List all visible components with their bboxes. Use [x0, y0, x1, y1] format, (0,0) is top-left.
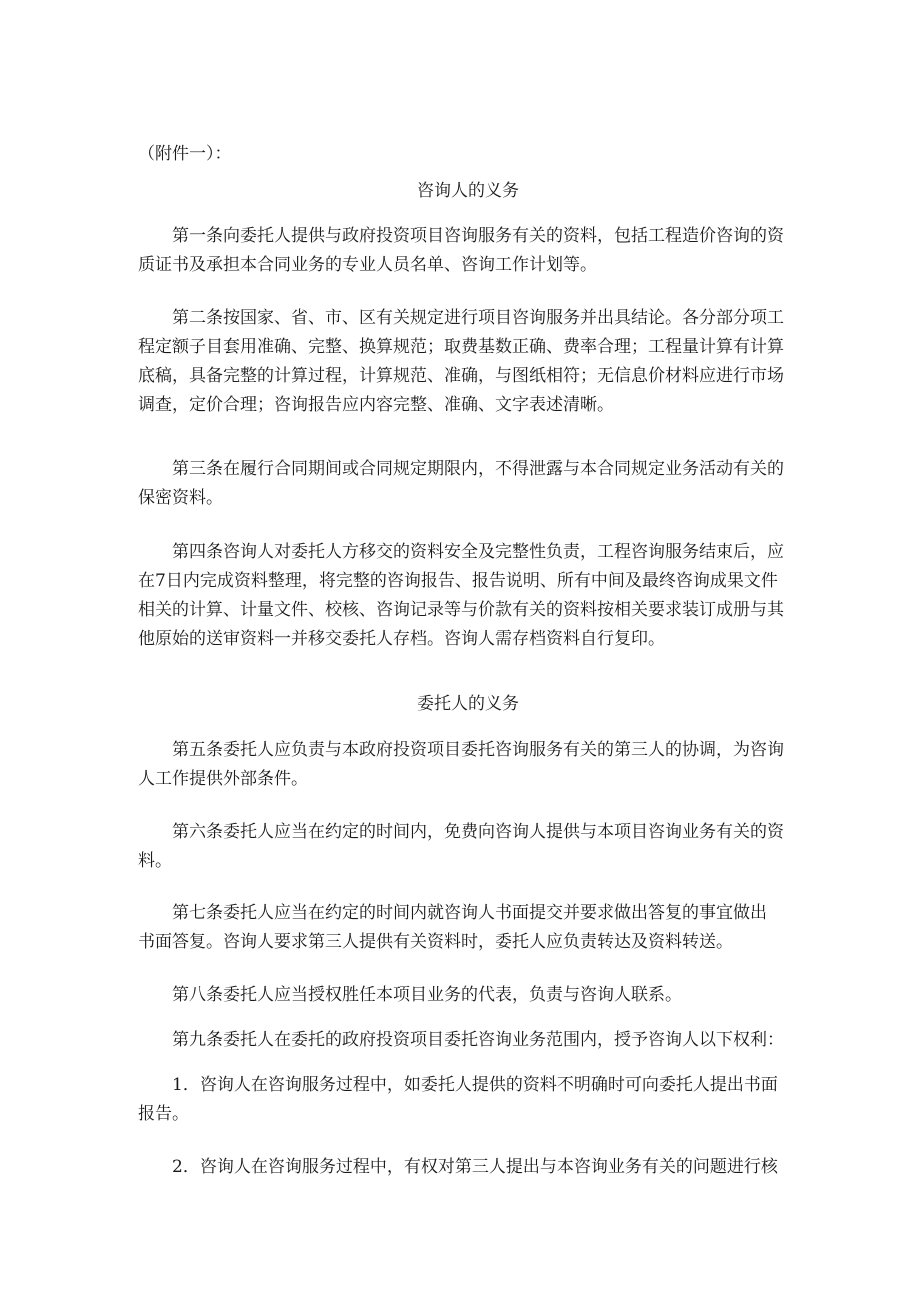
article-8: 第八条委托人应当授权胜任本项目业务的代表，负责与咨询人联系。	[138, 985, 682, 1005]
article-7: 第七条委托人应当在约定的时间内就咨询人书面提交并要求做出答复的事宜做出 书面答复。咨询人要求第三人提供有关资料时，委托人应负责转达及资料转送。	[138, 903, 767, 952]
section-heading-consultant-obligations: 咨询人的义务	[417, 181, 519, 201]
article-5: 第五条委托人应负责与本政府投资项目委托咨询服务有关的第三人的协调，为咨询 人工作提供外部条件。	[138, 740, 784, 789]
article-4: 第四条咨询人对委托人方移交的资料安全及完整性负责，工程咨询服务结束后，应 在7日内完成资料整理，将完整的咨询报告、报告说明、所有中间及最终咨询成果文件 相关的计算、计量文件、校核、咨询记录等与价款有关的资料按相关要求装订成册与其 他原始的送审资料一并移交委托人存档。咨询人需存档资料自行复印。	[138, 542, 784, 649]
article-1: 第一条向委托人提供与政府投资项目咨询服务有关的资料，包括工程造价咨询的资 质证书及承担本合同业务的专业人员名单、咨询工作计划等。	[138, 226, 784, 275]
article-3: 第三条在履行合同期间或合同规定期限内，不得泄露与本合同规定业务活动有关的 保密资料。	[138, 459, 784, 508]
article-2: 第二条按国家、省、市、区有关规定进行项目咨询服务并出具结论。各分部分项工 程定额子目套用准确、完整、换算规范；取费基数正确、费率合理；工程量计算有计算 底稿，具备完整的计算过程，计算规范、准确，与图纸相符；无信息价材料应进行市场 调查，定价合理；咨询报告应内容完整、准确、文字表述清晰。	[138, 308, 784, 415]
section-heading-client-obligations: 委托人的义务	[417, 694, 519, 714]
attachment-label: （附件一）：	[138, 144, 232, 164]
article-9-item-2: 2．咨询人在咨询服务过程中，有权对第三人提出与本咨询业务有关的问题进行核	[138, 1157, 778, 1177]
article-6: 第六条委托人应当在约定的时间内，免费向咨询人提供与本项目咨询业务有关的资 料。	[138, 822, 784, 871]
article-9-item-1: 1．咨询人在咨询服务过程中，如委托人提供的资料不明确时可向委托人提出书面 报告。	[138, 1075, 778, 1124]
article-9: 第九条委托人在委托的政府投资项目委托咨询业务范围内，授予咨询人以下权利：	[138, 1030, 784, 1050]
